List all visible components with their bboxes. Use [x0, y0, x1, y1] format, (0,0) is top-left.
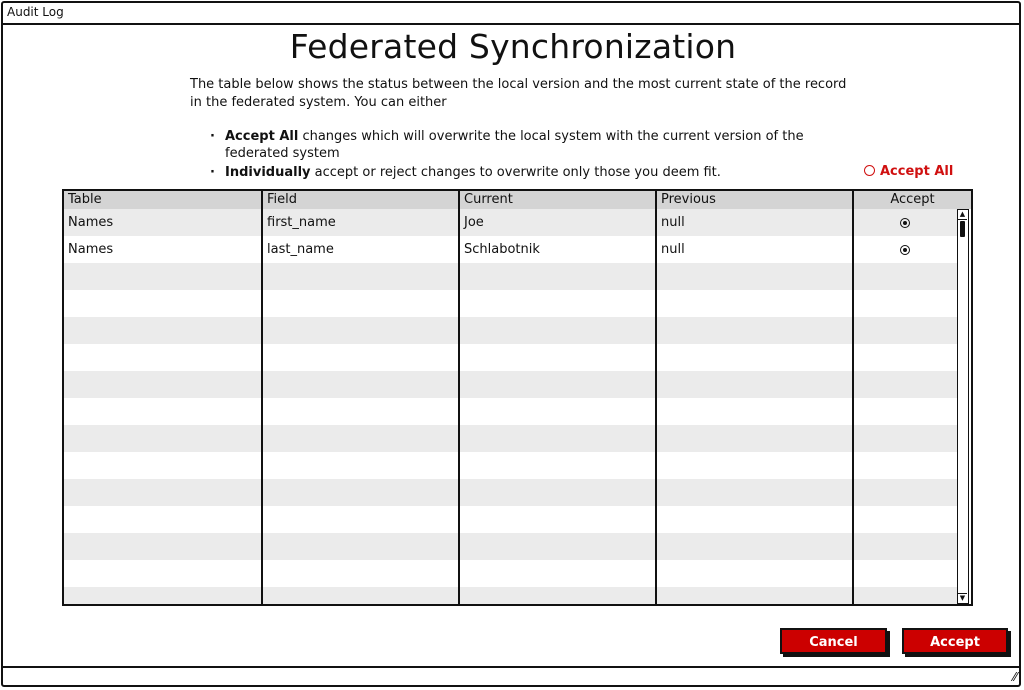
option-desc: changes which will overwrite the local system with the current version of the federated system — [225, 129, 804, 161]
accept-all-label: Accept All — [880, 164, 954, 179]
table-scrollbar[interactable] — [957, 209, 969, 604]
status-bar — [3, 666, 1019, 685]
option-desc: accept or reject changes to overwrite only those you deem fit. — [310, 165, 721, 180]
cancel-button[interactable]: Cancel — [780, 628, 887, 654]
option-title: Accept All — [225, 129, 299, 144]
cell-previous: null — [661, 242, 685, 257]
accept-all-radio[interactable] — [864, 164, 953, 179]
table-row[interactable] — [64, 398, 957, 425]
col-header-previous[interactable]: Previous — [661, 192, 716, 207]
resize-grip-icon[interactable]: ⁄⁄ — [1012, 670, 1017, 684]
accept-radio[interactable] — [900, 245, 910, 255]
column-divider — [261, 191, 263, 604]
table-row[interactable] — [64, 236, 957, 263]
table-row[interactable] — [64, 533, 957, 560]
table-row[interactable] — [64, 344, 957, 371]
table-row[interactable] — [64, 425, 957, 452]
option-title: Individually — [225, 165, 311, 180]
table-row[interactable] — [64, 263, 957, 290]
bullet-icon: · — [210, 165, 215, 180]
table-row[interactable] — [64, 317, 957, 344]
table-row[interactable] — [64, 371, 957, 398]
cell-field: first_name — [267, 215, 336, 230]
accept-button[interactable]: Accept — [902, 628, 1008, 654]
table-row[interactable] — [64, 560, 957, 587]
option-individually — [210, 164, 810, 181]
table-row[interactable] — [64, 452, 957, 479]
cell-current: Schlabotnik — [464, 242, 540, 257]
page-title: Federated Synchronization — [289, 27, 737, 66]
column-divider — [852, 191, 854, 604]
accept-radio[interactable] — [900, 218, 910, 228]
cell-current: Joe — [464, 215, 484, 230]
table-row[interactable] — [64, 506, 957, 533]
table-row[interactable] — [64, 479, 957, 506]
col-header-field[interactable]: Field — [267, 192, 298, 207]
sync-table — [62, 189, 973, 606]
window-title: Audit Log — [3, 3, 1019, 25]
table-row[interactable] — [64, 209, 957, 236]
col-header-current[interactable]: Current — [464, 192, 513, 207]
table-header — [64, 191, 971, 209]
column-divider — [655, 191, 657, 604]
scroll-down-icon[interactable]: ▼ — [959, 594, 966, 602]
scroll-up-icon[interactable]: ▲ — [959, 210, 966, 218]
intro-text: The table below shows the status between the local version and the most current state of the record in the federated system. You can either — [190, 77, 847, 110]
bullet-icon: · — [210, 129, 215, 144]
table-row[interactable] — [64, 290, 957, 317]
cell-previous: null — [661, 215, 685, 230]
col-header-table[interactable]: Table — [68, 192, 102, 207]
table-body — [64, 209, 957, 606]
scroll-thumb[interactable] — [960, 221, 965, 237]
col-header-accept[interactable]: Accept — [890, 192, 935, 207]
option-list — [210, 128, 810, 183]
radio-icon — [864, 165, 875, 176]
cell-table: Names — [68, 215, 114, 230]
column-divider — [458, 191, 460, 604]
option-accept-all — [210, 128, 810, 162]
audit-log-window — [1, 1, 1021, 687]
cell-field: last_name — [267, 242, 334, 257]
table-row[interactable] — [64, 587, 957, 606]
cell-table: Names — [68, 242, 114, 257]
